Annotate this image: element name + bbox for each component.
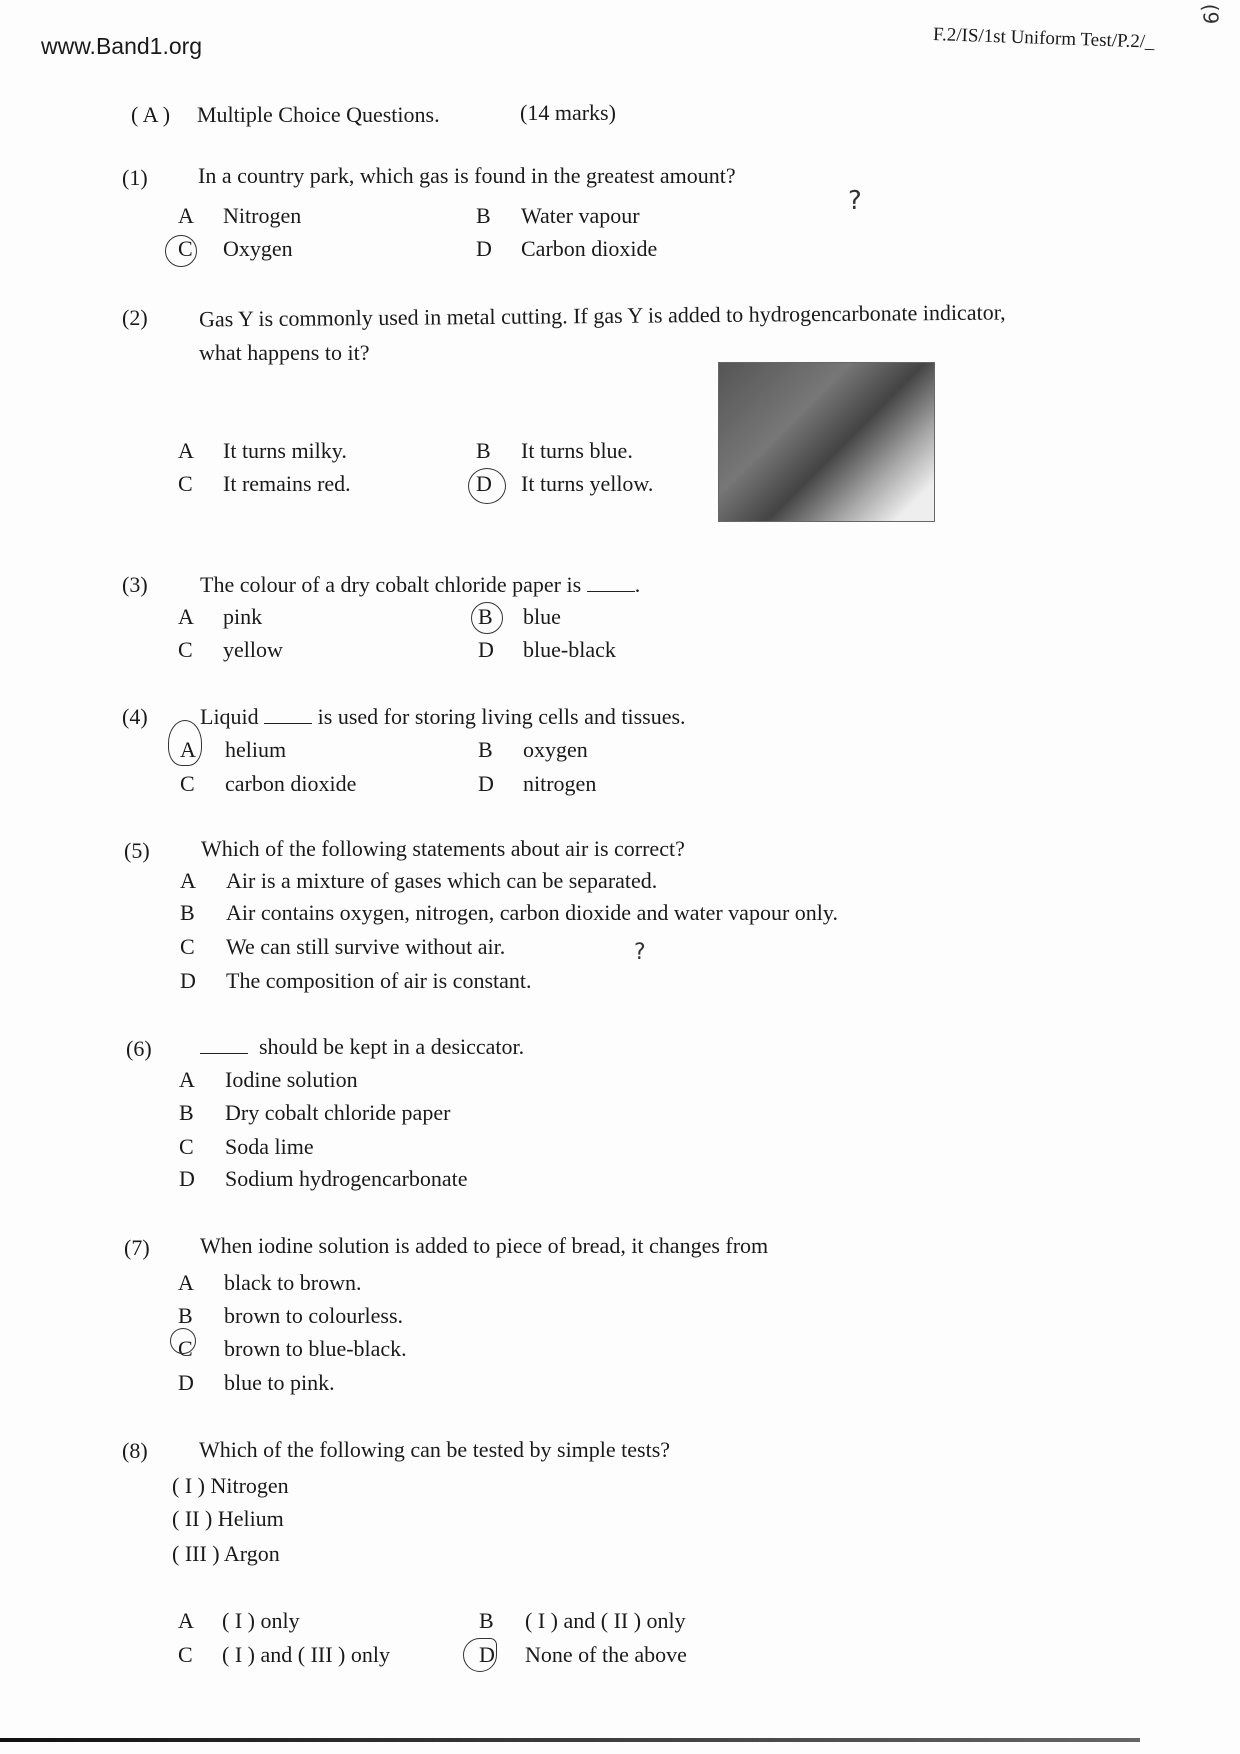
- option-text: None of the above: [525, 1642, 687, 1667]
- option-letter: B: [479, 1608, 494, 1633]
- option-letter: A: [180, 737, 196, 762]
- option-letter: B: [476, 203, 491, 228]
- paper-code: F.2/IS/1st Uniform Test/P.2/_: [932, 24, 1155, 53]
- option-text: Sodium hydrogencarbonate: [225, 1166, 468, 1191]
- option-letter: C: [178, 637, 193, 662]
- option-letter: A: [178, 604, 194, 629]
- answer-circle: [168, 720, 202, 766]
- question-number: (4): [122, 704, 148, 729]
- option-letter: B: [476, 438, 491, 463]
- section-marks: (14 marks): [520, 100, 616, 125]
- stem-text: is used for storing living cells and tissues.: [317, 704, 686, 729]
- option-letter: D: [180, 968, 196, 993]
- question-number: (6): [126, 1036, 152, 1061]
- option-text: It remains red.: [223, 471, 351, 496]
- option-letter: D: [476, 236, 492, 261]
- option-letter: B: [478, 604, 493, 629]
- option-letter: A: [178, 438, 194, 463]
- page-number-handwritten: (9: [1198, 3, 1223, 25]
- option-letter: C: [180, 934, 195, 959]
- option-text: helium: [225, 737, 287, 762]
- option-letter: C: [179, 1134, 194, 1159]
- option-text: Nitrogen: [223, 203, 302, 228]
- question-stem: [200, 1034, 524, 1060]
- option-text: ( I ) and ( III ) only: [222, 1642, 390, 1667]
- option-text: Iodine solution: [225, 1067, 358, 1092]
- option-letter: D: [478, 637, 494, 662]
- option-text: nitrogen: [523, 771, 597, 796]
- question-stem: Which of the following can be tested by simple tests?: [199, 1437, 671, 1462]
- option-letter: B: [180, 900, 195, 925]
- option-text: Oxygen: [223, 236, 293, 261]
- option-text: It turns blue.: [521, 438, 633, 463]
- question-number: (8): [122, 1438, 148, 1463]
- option-letter: D: [478, 771, 494, 796]
- option-letter: B: [179, 1100, 194, 1125]
- statement-item: ( III ) Argon: [172, 1541, 280, 1566]
- option-text: It turns yellow.: [521, 471, 654, 496]
- option-letter: C: [178, 471, 193, 496]
- answer-blank: [264, 722, 312, 724]
- option-text: ( I ) and ( II ) only: [525, 1608, 686, 1633]
- answer-circle: [170, 1328, 196, 1354]
- option-letter: A: [180, 868, 196, 893]
- option-letter: A: [178, 1270, 194, 1295]
- option-letter: D: [178, 1370, 194, 1395]
- option-letter: D: [476, 471, 492, 496]
- stem-text: The colour of a dry cobalt chloride paper is: [200, 572, 582, 597]
- statement-item: ( I ) Nitrogen: [172, 1473, 289, 1498]
- option-text: oxygen: [523, 737, 588, 762]
- option-text: blue-black: [523, 637, 616, 662]
- question-stem: Which of the following statements about air is correct?: [201, 836, 685, 861]
- option-text: ( I ) only: [222, 1608, 300, 1633]
- option-letter: C: [178, 1642, 193, 1667]
- option-text: blue: [523, 604, 561, 629]
- question-stem: what happens to it?: [199, 340, 370, 365]
- scan-edge-shadow: [0, 1738, 1140, 1742]
- question-number: (3): [122, 572, 148, 597]
- section-label: ( A ): [131, 102, 171, 127]
- option-text: We can still survive without air.: [226, 934, 506, 959]
- option-text: blue to pink.: [224, 1370, 335, 1395]
- question-stem: When iodine solution is added to piece of bread, it changes from: [200, 1233, 769, 1258]
- option-letter: B: [478, 737, 493, 762]
- option-text: pink: [223, 604, 263, 629]
- answer-blank: [200, 1052, 248, 1054]
- answer-circle: [471, 602, 503, 634]
- question-stem: The colour of a dry cobalt chloride paper is .: [200, 572, 641, 597]
- answer-circle: [468, 468, 506, 504]
- option-text: Water vapour: [521, 203, 640, 228]
- section-title: Multiple Choice Questions.: [197, 102, 440, 127]
- handwritten-question-mark: ?: [634, 940, 646, 965]
- stem-text: Liquid: [200, 704, 259, 729]
- option-letter: C: [178, 1336, 193, 1361]
- question-number: (7): [124, 1235, 150, 1260]
- question-number: (5): [124, 838, 150, 863]
- question-stem: Gas Y is commonly used in metal cutting. If gas Y is added to hydrogencarbonate indicator,: [198, 299, 1006, 332]
- option-text: brown to blue-black.: [224, 1336, 407, 1361]
- option-text: Dry cobalt chloride paper: [225, 1100, 451, 1125]
- option-text: brown to colourless.: [224, 1303, 404, 1328]
- answer-circle: [463, 1638, 497, 1672]
- option-letter: A: [178, 203, 194, 228]
- option-text: It turns milky.: [223, 438, 347, 463]
- answer-circle: [165, 235, 197, 267]
- option-letter: C: [180, 771, 195, 796]
- option-text: carbon dioxide: [225, 771, 357, 796]
- website-watermark: www.Band1.org: [41, 33, 203, 59]
- option-text: Carbon dioxide: [521, 236, 658, 261]
- option-text: The composition of air is constant.: [226, 968, 532, 993]
- option-text: yellow: [223, 637, 283, 662]
- answer-blank: [587, 590, 635, 592]
- question-number: (2): [122, 305, 148, 330]
- option-letter: A: [178, 1608, 194, 1633]
- option-letter: C: [178, 236, 193, 261]
- stem-text: should be kept in a desiccator.: [259, 1034, 525, 1059]
- option-letter: D: [179, 1166, 195, 1191]
- option-letter: D: [479, 1642, 495, 1667]
- option-text: black to brown.: [224, 1270, 362, 1295]
- option-letter: B: [178, 1303, 193, 1328]
- handwritten-question-mark: ?: [848, 186, 862, 216]
- statement-item: ( II ) Helium: [172, 1506, 284, 1531]
- welding-photo: [718, 362, 935, 522]
- question-number: (1): [122, 165, 148, 190]
- option-letter: A: [179, 1067, 195, 1092]
- option-text: Air contains oxygen, nitrogen, carbon dioxide and water vapour only.: [226, 900, 838, 925]
- question-stem: [200, 704, 686, 730]
- option-text: Soda lime: [225, 1134, 314, 1159]
- option-text: Air is a mixture of gases which can be separated.: [226, 868, 658, 893]
- question-stem: In a country park, which gas is found in the greatest amount?: [198, 163, 736, 188]
